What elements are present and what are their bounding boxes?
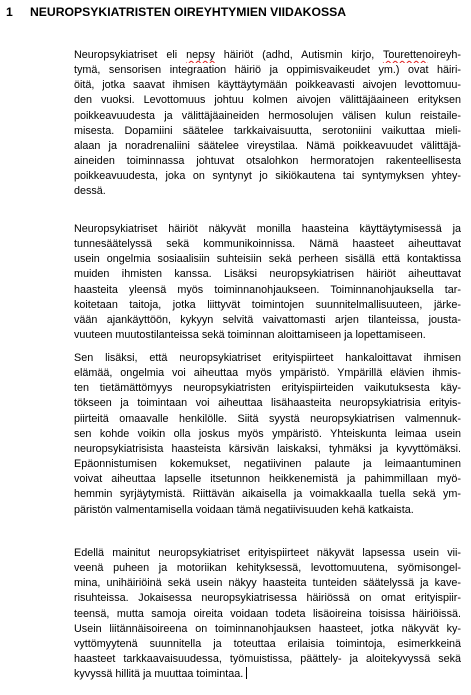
text-line: haasteita yleensä myös toiminnanohjaukseen. Toiminnanohjauksella tar-	[74, 283, 461, 296]
text-line: päristön valmentamisella voidaan tämä negatiivisuuden kehä katkaista.	[74, 503, 414, 516]
text-line: koitetaan taitoja, jotka liittyvät toimintojen suunnitelmallisuuteen, järke-	[74, 298, 461, 311]
text-line: Usein liitännäisoireena on toiminnanohjauksen haasteet, jotka näkyvät ky-	[74, 622, 461, 635]
spellcheck-mark: Touretten	[382, 49, 428, 61]
text-line: mina, unihäiriöinä sekä usein näkyy haasteita tunteiden säätelyssä ja kave-	[74, 577, 461, 590]
text-line: risuhteissa. Jokaisessa neuropsykiatrisessa häiriössä on omat erityispiir-	[74, 592, 461, 605]
text-line: voivat aiheuttaa lapselle itsetunnon heikkenemistä ja pahimmillaan myö-	[74, 473, 461, 486]
text-line: tunnesäätelyssä sekä kommunikoinnissa. Nämä haasteet aiheuttavat	[74, 238, 461, 251]
text-line: tökseen ja toimintaan voi aiheuttaa lisähaasteita neuropsykiatrisia erityis-	[74, 397, 461, 410]
text-line: tymä, sensorisen integraation häiriö ja oppimisvaikeudet ym.) ovat häiri-	[74, 64, 461, 77]
text-line: veenä puheen ja motoriikan kehityksessä, levottomuutena, syömisongel-	[74, 562, 461, 575]
text-line: vään ajankäyttöön, kykyyn selvitä vaivattomasti arjen tilanteissa, jousta-	[74, 313, 461, 326]
text-line: sen kohde voikin olla joskus myös ympäristö. Yhteiskunta leimaa usein	[74, 427, 461, 440]
text-line: Epäonnistumisen kokemukset, negatiivinen palaute ja leimaantuminen	[74, 458, 461, 471]
text-line: usein ongelmia sosiaalisiin suhteisiin sekä perheen sisällä että kontaktissa	[74, 253, 461, 266]
paragraph-2	[74, 222, 461, 343]
chapter-heading	[6, 5, 346, 19]
paragraph-4	[74, 546, 461, 682]
text-line: kyvyssä hillitä ja muuttaa toimintaa.	[74, 667, 461, 682]
text-line: teensä, mutta samoja oireita voidaan todeta lisäoireina toisissa häiriöissä.	[74, 607, 461, 620]
text-line: alaan ja noradrenaliini säätelee vireystilaa. Nämä poikkeavuudet välittäjä-	[74, 139, 461, 152]
chapter-number: 1	[6, 5, 13, 19]
text-line: Sen lisäksi, että neuropsykiatriset erityispiirteet hankaloittavat ihmisen	[74, 352, 461, 364]
text-line: piirteitä omaavalle henkilölle. Siitä syystä neuropsykiatrisen valmennuk-	[74, 412, 461, 425]
paragraph-1	[74, 48, 461, 200]
chapter-title: NEUROPSYKIATRISTEN OIREYHTYMIEN VIIDAKOSSA	[30, 5, 347, 19]
text-line: den vuoksi. Levottomuus johtuu kolmen aivojen välittäjäaineen erityksen	[74, 94, 461, 107]
text-line: hemmin syrjäytymistä. Riittävän aikaisella ja voimakkaalla tuella sekä ym-	[74, 488, 461, 501]
text-line: öitä, jotka saavat ihmisen käyttäytymään poikkeavasti aivojen levottomuu-	[74, 79, 461, 92]
text-line: poikkeavuudesta ja välittäjäaineiden hermosolujen välisen kulun reistaile-	[74, 109, 461, 122]
text-line: ten tietämättömyys neuropsykiatristen erityispiirteiden vaikutuksesta käy-	[74, 382, 461, 395]
text-line: Neuropsykiatriset eli nepsy häiriöt (adhd, Autismin kirjo, Tourettenoireyh-	[74, 49, 461, 61]
text-line: aineiden toiminnassa johtuvat otsalohkon hermoratojen rakenteellisesta	[74, 155, 461, 168]
text-line: misesta. Dopamiini säätelee tarkkaivaisuutta, serotoniini vaikuttaa mieli-	[74, 124, 461, 137]
text-line: neuropsykiatrisista haasteista kärsivän laiskaksi, tyhmäksi ja kyvyttömäksi.	[74, 442, 461, 455]
text-line: vuuteen muutostilanteissa sekä toiminnan aloittamiseen ja lopettamiseen.	[74, 329, 426, 342]
text-line: vyttömyytenä suunnitella ja toteuttaa erilaisia toimintoja, esimerkkeinä	[74, 637, 461, 650]
text-line: elämää, ongelmia voi aiheuttaa myös ympäristö. Ympärillä elävien ihmis-	[74, 367, 461, 380]
text-line: Neuropsykiatriset häiriöt näkyvät monilla haasteina käyttäytymisessä ja	[74, 223, 461, 235]
text-line: Edellä mainitut neuropsykiatriset erityispiirteet näkyvät lapsessa usein vii-	[74, 547, 461, 559]
text-line: haasteet tarkkaavaisuudessa, työmuistissa, päättely- ja aloitekyvyssä sekä	[74, 653, 461, 666]
paragraph-3	[74, 351, 461, 518]
spellcheck-mark: nepsy	[186, 49, 215, 61]
text-cursor	[246, 667, 247, 679]
text-line: muiden ihmisten kanssa. Lisäksi neuropsykiatrisen häiriöt aiheuttavat	[74, 268, 461, 281]
text-line: poikkeavuudesta, joka on syntynyt jo sikiökautena tai syntymyksen yhtey-	[74, 170, 461, 183]
text-line: dessä.	[74, 185, 106, 198]
